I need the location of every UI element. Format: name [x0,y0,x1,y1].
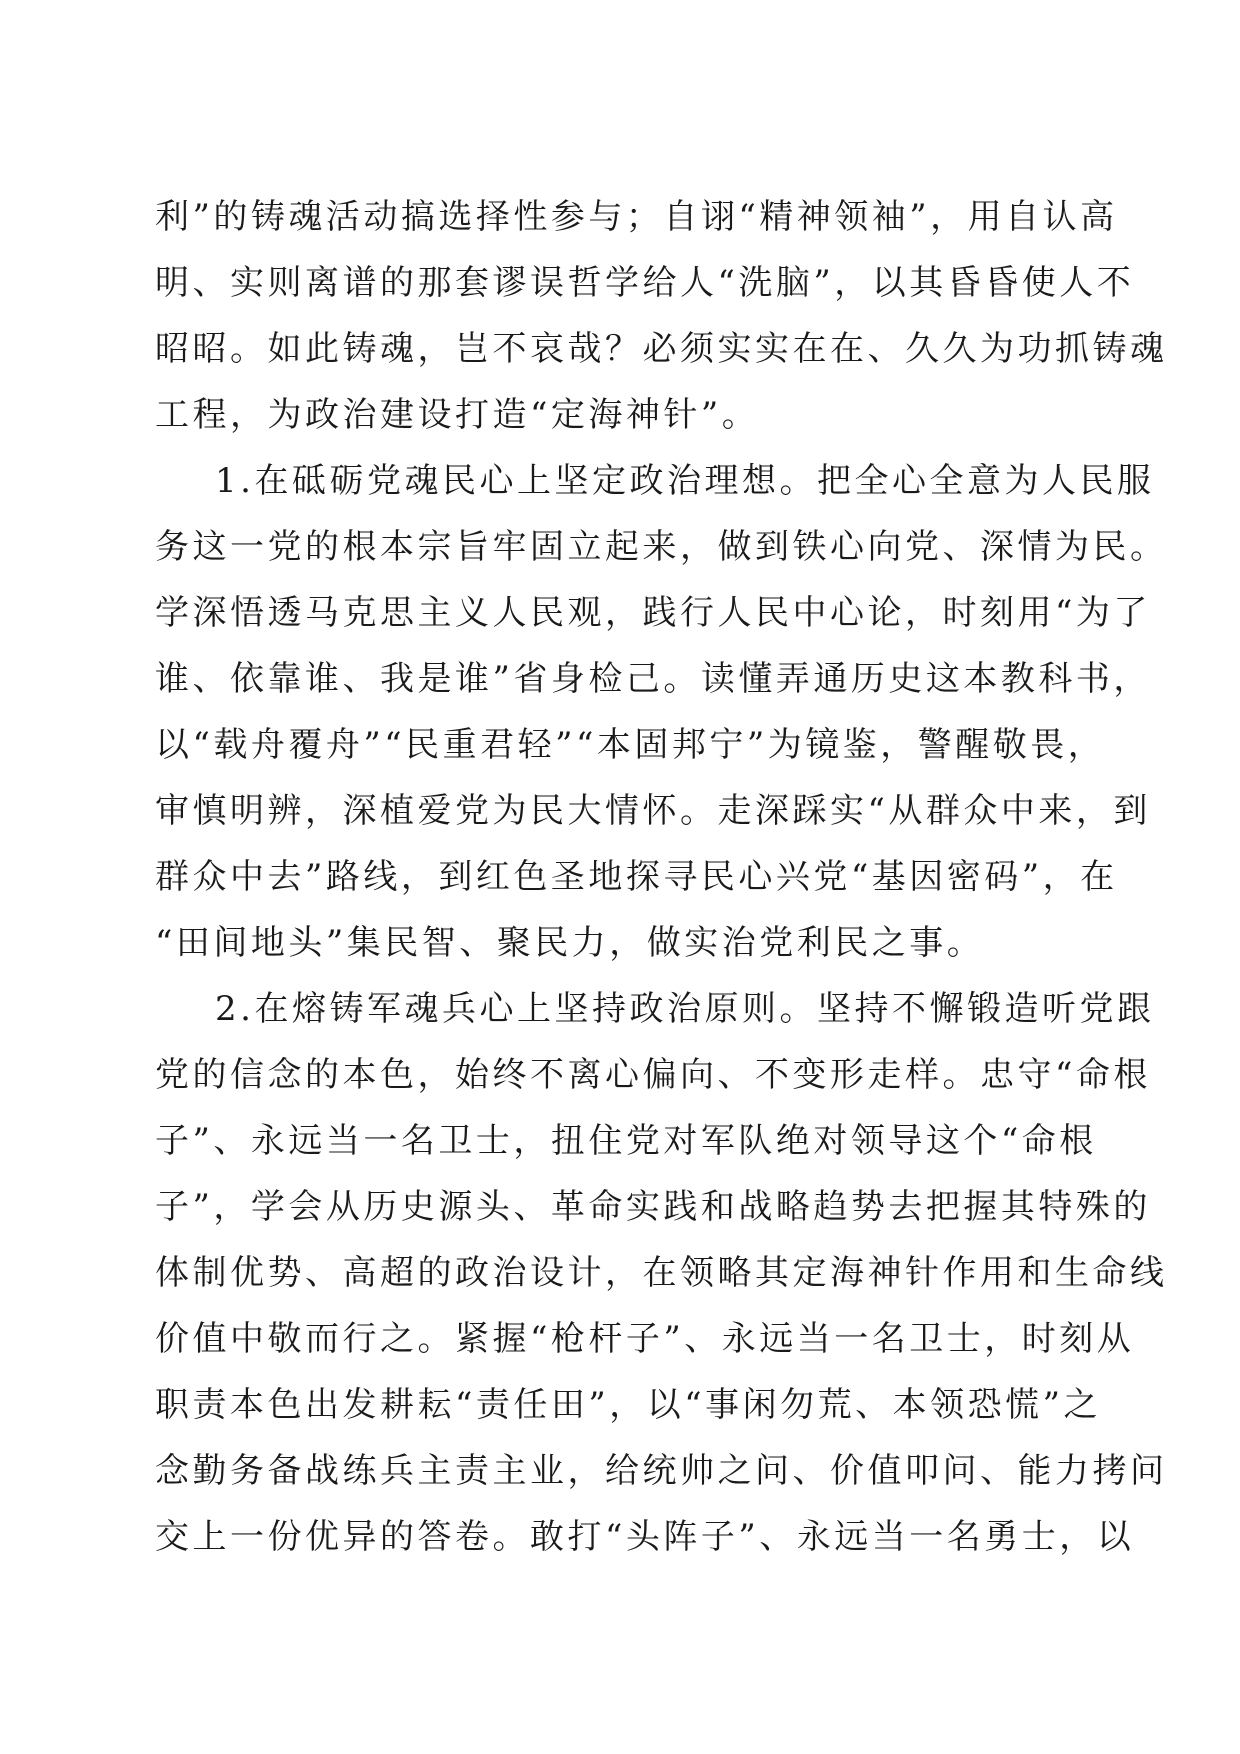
text-line: 党的信念的本色，始终不离心偏向、不变形走样。忠守“命根 [155,1055,1151,1095]
text-line: 交上一份优异的答卷。敢打“头阵子”、永远当一名勇士，以 [155,1517,1135,1557]
text-line: 工程，为政治建设打造“定海神针”。 [155,395,760,435]
text-line: 明、实则离谱的那套谬误哲学给人“洗脑”，以其昏昏使人不 [155,263,1135,303]
text-line: 学深悟透马克思主义人民观，践行人民中心论，时刻用“为了 [155,593,1151,633]
text-line: 昭昭。如此铸魂，岂不哀哉？必须实实在在、久久为功抓铸魂 [155,329,1168,369]
section-heading-1: 1.在砥砺党魂民心上坚定政治理想。把全心全意为人民服 [215,461,1155,501]
text-line: 利”的铸魂活动搞选择性参与；自诩“精神领袖”，用自认高 [155,197,1118,237]
text-line: 务这一党的根本宗旨牢固立起来，做到铁心向党、深情为民。 [155,527,1168,567]
text-line: 职责本色出发耕耘“责任田”，以“事闲勿荒、本领恐慌”之 [155,1385,1102,1425]
body-text [155,184,1168,1570]
text-line: 以“载舟覆舟”“民重君轻”“本固邦宁”为镜鉴，警醒敬畏， [155,725,1106,765]
text-line: 子”、永远当一名卫士，扭住党对军队绝对领导这个“命根 [155,1121,1097,1161]
text-line: 审慎明辨，深植爱党为民大情怀。走深踩实“从群众中来，到 [155,791,1151,831]
text-line: 体制优势、高超的政治设计，在领略其定海神针作用和生命线 [155,1253,1168,1293]
text-line: 群众中去”路线，到红色圣地探寻民心兴党“基因密码”，在 [155,857,1118,897]
text-line: 谁、依靠谁、我是谁”省身检己。读懂弄通历史这本教科书， [155,659,1151,699]
section-heading-2: 2.在熔铸军魂兵心上坚持政治原则。坚持不懈锻造听党跟 [215,989,1155,1029]
text-line: 价值中敬而行之。紧握“枪杆子”、永远当一名卫士，时刻从 [155,1319,1135,1359]
text-line: 念勤务备战练兵主责主业，给统帅之问、价值叩问、能力拷问 [155,1451,1168,1491]
text-line: 子”，学会从历史源头、革命实践和战略趋势去把握其特殊的 [155,1187,1151,1227]
text-line: “田间地头”集民智、聚民力，做实治党利民之事。 [155,923,985,963]
